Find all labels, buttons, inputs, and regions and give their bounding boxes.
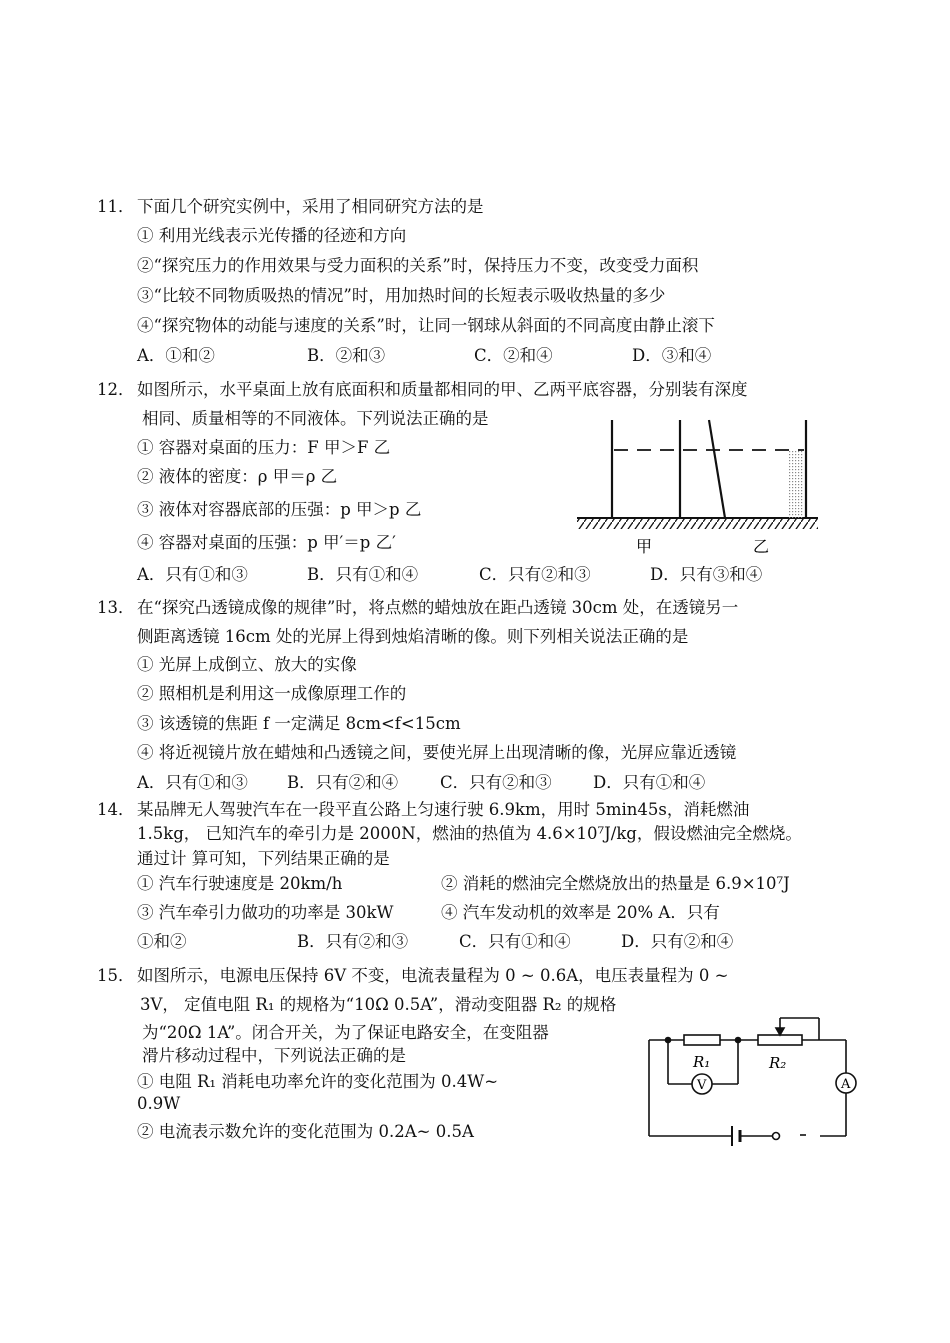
q13-options (137, 772, 705, 794)
q14-item-2: ② 消耗的燃油完全燃烧放出的热量是 6.9×10⁷J (441, 874, 790, 893)
q14-option-b[interactable]: B．只有②和③ (297, 932, 409, 951)
q13-option-d[interactable]: D．只有①和④ (593, 773, 706, 792)
liquid-shading (789, 450, 804, 518)
q12-item-4: ④ 容器对桌面的压强：p 甲′＝p 乙′ (137, 533, 396, 552)
q11-options (137, 345, 711, 367)
q11-item-4: ④“探究物体的动能与速度的关系”时，让同一钢球从斜面的不同高度由静止滚下 (137, 316, 715, 335)
switch-contact (773, 1133, 780, 1140)
table-hatching (577, 519, 818, 529)
q15-item-1-cont: 0.9W (137, 1094, 181, 1113)
r1-label: R₁ (693, 1053, 711, 1071)
q14-stem-1: 某品牌无人驾驶汽车在一段平直公路上匀速行驶 6.9km，用时 5min45s，消耗燃油 (137, 800, 750, 819)
q13-number: 13． (97, 598, 135, 617)
q15-item-1: ① 电阻 R₁ 消耗电功率允许的变化范围为 0.4W~ (137, 1072, 499, 1091)
resistor-r1 (684, 1035, 720, 1045)
r2-label: R₂ (769, 1054, 787, 1072)
q13-item-2: ② 照相机是利用这一成像原理工作的 (137, 684, 407, 703)
container-b-left-wall (709, 420, 725, 518)
q11-item-1: ① 利用光线表示光传播的径迹和方向 (137, 226, 407, 245)
q11-number: 11． (97, 197, 135, 216)
q12-number: 12． (97, 380, 135, 399)
q11-option-a[interactable]: A．①和② (137, 346, 215, 365)
q11-item-2: ②“探究压力的作用效果与受力面积的关系”时，保持压力不变，改变受力面积 (137, 256, 699, 275)
q12-option-a[interactable]: A．只有①和③ (137, 565, 248, 584)
container-a-label: 甲 (636, 537, 653, 556)
q14-item-1: ① 汽车行驶速度是 20km/h (137, 874, 343, 893)
q13-option-a[interactable]: A．只有①和③ (137, 773, 248, 792)
q15-stem-2: 3V， 定值电阻 R₁ 的规格为“10Ω 0.5A”，滑动变阻器 R₂ 的规格 (140, 995, 617, 1014)
q14-option-a[interactable]: ①和② (137, 932, 187, 951)
q12-item-3: ③ 液体对容器底部的压强：p 甲＞p 乙 (137, 500, 422, 519)
q12-stem-1: 如图所示，水平桌面上放有底面积和质量都相同的甲、乙两平底容器，分别装有深度 (137, 380, 748, 399)
q11-option-d[interactable]: D．③和④ (632, 346, 712, 365)
q12-option-b[interactable]: B．只有①和④ (307, 565, 419, 584)
ammeter-label: A (841, 1077, 851, 1092)
q11-stem-line (97, 196, 484, 218)
container-b-label: 乙 (753, 537, 770, 556)
q12-stem-line (97, 379, 748, 401)
q12-item-1: ① 容器对桌面的压力：F 甲＞F 乙 (137, 438, 391, 457)
q13-item-1: ① 光屏上成倒立、放大的实像 (137, 655, 357, 674)
q13-item-4: ④ 将近视镜片放在蜡烛和凸透镜之间，要使光屏上出现清晰的像，光屏应靠近透镜 (137, 743, 737, 762)
q11-item-3: ③“比较不同物质吸热的情况”时，用加热时间的长短表示吸收热量的多少 (137, 286, 666, 305)
q11-stem: 下面几个研究实例中，采用了相同研究方法的是 (137, 197, 484, 216)
q15-stem-4: 滑片移动过程中，下列说法正确的是 (142, 1046, 406, 1065)
q15-circuit-diagram (640, 1010, 865, 1155)
q15-line-1 (97, 965, 728, 987)
q13-option-c[interactable]: C．只有②和③ (440, 773, 552, 792)
q12-option-c[interactable]: C．只有②和③ (479, 565, 591, 584)
q12-containers-figure (570, 412, 825, 562)
q13-stem-2: 侧距离透镜 16cm 处的光屏上得到烛焰清晰的像。则下列相关说法正确的是 (137, 627, 689, 646)
q13-stem-line (97, 597, 738, 619)
q14-line-1 (97, 799, 749, 821)
q13-item-3: ③ 该透镜的焦距 f 一定满足 8cm<f<15cm (137, 714, 461, 733)
q14-options (137, 931, 733, 953)
q13-option-b[interactable]: B．只有②和④ (287, 773, 399, 792)
q12-item-2: ② 液体的密度：ρ 甲＝ρ 乙 (137, 467, 338, 486)
q12-stem-2: 相同、质量相等的不同液体。下列说法正确的是 (142, 409, 489, 428)
q15-item-2: ② 电流表示数允许的变化范围为 0.2A~ 0.5A (137, 1122, 474, 1141)
q14-item-3: ③ 汽车牵引力做功的功率是 30kW (137, 903, 394, 922)
q15-stem-3: 为“20Ω 1A”。闭合开关，为了保证电路安全，在变阻器 (142, 1023, 549, 1042)
q11-option-b[interactable]: B．②和③ (307, 346, 386, 365)
q14-option-c[interactable]: C．只有①和④ (459, 932, 571, 951)
q13-stem-1: 在“探究凸透镜成像的规律”时，将点燃的蜡烛放在距凸透镜 30cm 处，在透镜另一 (137, 598, 739, 617)
q15-number: 15． (97, 966, 135, 985)
q11-option-c[interactable]: C．②和④ (474, 346, 553, 365)
q14-stem-2: 1.5kg， 已知汽车的牵引力是 2000N，燃油的热值为 4.6×10⁷J/kg，假设燃油完全燃烧。 (137, 824, 802, 843)
voltmeter-label: V (697, 1078, 707, 1093)
q12-options (137, 564, 762, 586)
q14-stem-3: 通过计 算可知，下列结果正确的是 (137, 849, 390, 868)
q14-item-4: ④ 汽车发动机的效率是 20% A．只有 (441, 903, 720, 922)
q14-number: 14． (97, 800, 135, 819)
q14-option-d[interactable]: D．只有②和④ (621, 932, 734, 951)
q12-option-d[interactable]: D．只有③和④ (650, 565, 763, 584)
q15-stem-1: 如图所示，电源电压保持 6V 不变，电流表量程为 0 ~ 0.6A，电压表量程为 0 ~ (137, 966, 729, 985)
